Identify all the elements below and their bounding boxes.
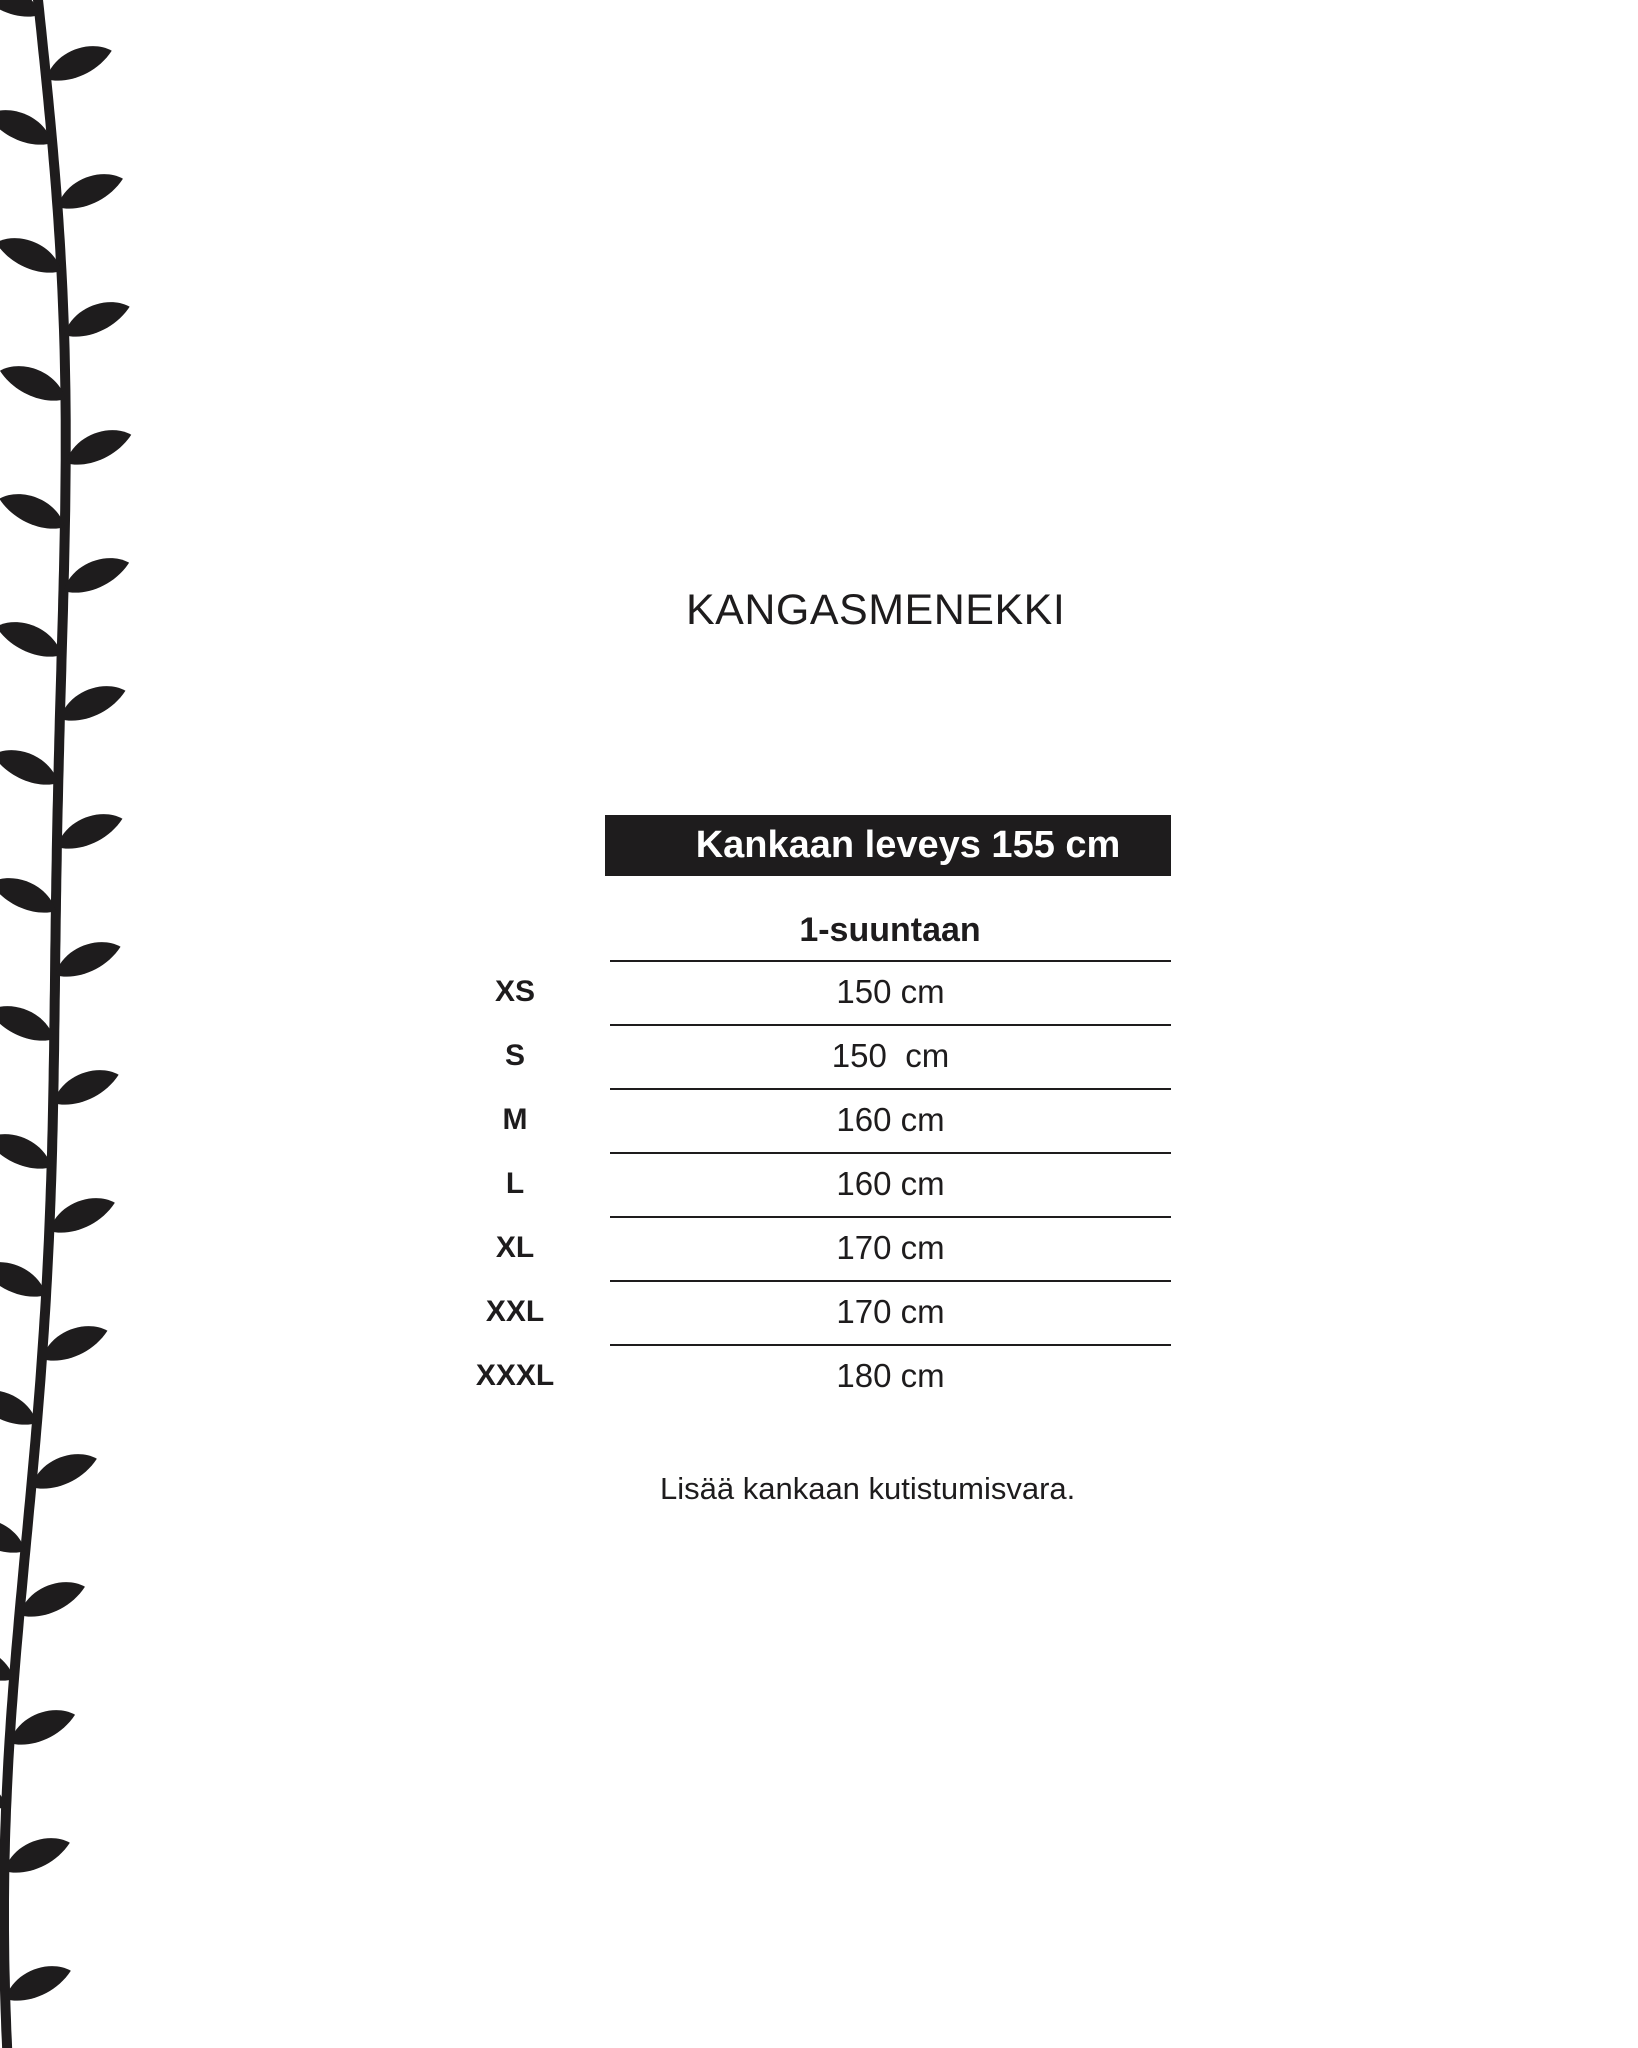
size-label: XXXL	[475, 1359, 555, 1392]
direction-column-header: 1-suuntaan	[799, 911, 981, 949]
table-row	[460, 1280, 1171, 1344]
size-label: L	[505, 1167, 525, 1200]
leaf-icon	[0, 1961, 74, 2004]
leaf-icon	[44, 1193, 118, 1236]
leaf-icon	[50, 937, 124, 980]
table-row	[460, 1024, 1171, 1088]
table-row	[460, 960, 1171, 1024]
size-label: XL	[495, 1231, 535, 1264]
leaf-icon	[0, 361, 70, 404]
fabric-amount: 160 cm	[836, 1165, 945, 1202]
fabric-amount: 170 cm	[836, 1229, 945, 1266]
fabric-amount: 150 cm	[831, 1037, 950, 1074]
size-label: M	[502, 1103, 528, 1136]
leaf-icon	[59, 553, 133, 596]
table-row	[460, 1216, 1171, 1280]
table-row	[460, 1088, 1171, 1152]
leaf-icon	[0, 1833, 74, 1876]
page-title: KANGASMENEKKI	[686, 586, 1066, 634]
leaf-icon	[61, 425, 135, 468]
leaf-icon	[0, 745, 63, 788]
leaf-icon	[52, 809, 126, 852]
fabric-width-header: Kankaan leveys 155 cm	[605, 815, 1171, 876]
leaf-icon	[0, 617, 67, 660]
table-row	[460, 1152, 1171, 1216]
leaf-icon	[48, 1065, 122, 1108]
leaf-icon	[59, 297, 133, 340]
fabric-amount: 170 cm	[836, 1293, 945, 1330]
leaf-icon	[55, 681, 129, 724]
fabric-amount: 160 cm	[836, 1101, 945, 1138]
fabric-amount: 180 cm	[836, 1357, 945, 1394]
size-label: XS	[494, 975, 536, 1008]
leaf-icon	[53, 169, 127, 212]
leaf-vine-decoration	[0, 0, 190, 2048]
leaf-icon	[0, 489, 70, 532]
fabric-amount: 150 cm	[836, 973, 945, 1010]
leaf-icon	[41, 41, 115, 84]
size-label: S	[504, 1039, 525, 1072]
table-row	[460, 1344, 1171, 1408]
shrinkage-note: Lisää kankaan kutistumisvara.	[660, 1471, 1076, 1506]
size-label: XXL	[485, 1295, 545, 1328]
